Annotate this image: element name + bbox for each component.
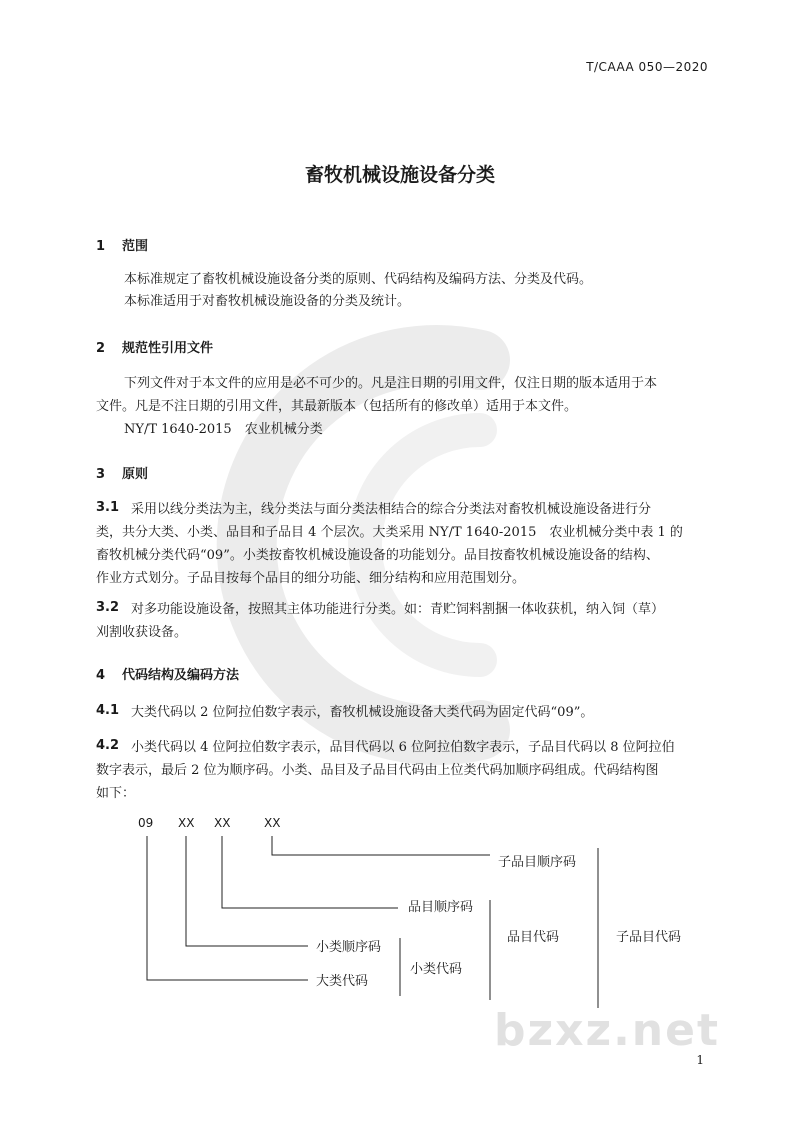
section-2-paragraph-line-1: 下列文件对于本文件的应用是必不可少的。凡是注日期的引用文件，仅注日期的版本适用于本 [124,376,658,391]
section-4-heading: 4 代码结构及编码方法 [96,668,240,683]
clause-4-1-line-1: 大类代码以 2 位阿拉伯数字表示，畜牧机械设施设备大类代码为固定代码“09”。 [131,705,594,720]
section-3-heading: 3 原则 [96,467,149,482]
site-watermark: bzxz.net [493,1005,720,1056]
section-1-paragraph-1: 本标准规定了畜牧机械设施设备分类的原则、代码结构及编码方法、分类及代码。 [124,272,593,287]
label-item-code: 品目代码 [507,930,560,945]
label-subitem-code: 子品目代码 [616,930,682,945]
standard-number: T/CAAA 050—2020 [586,60,708,74]
document-title: 畜牧机械设施设备分类 [304,164,495,186]
clause-4-2-line-3: 如下： [96,786,136,801]
section-2-heading: 2 规范性引用文件 [96,341,214,356]
clause-3-1-line-2: 类，共分大类、小类、品目和子品目 4 个层次。大类采用 NY/T 1640-2015 农业机械分类中表 1 的 [96,525,683,540]
label-subclass-sequence: 小类顺序码 [316,940,382,955]
code-class-digits: 09 [138,816,154,830]
normative-reference: NY/T 1640-2015 农业机械分类 [124,422,323,437]
label-subclass-code: 小类代码 [410,962,463,977]
clause-3-2-line-1: 对多功能设施设备，按照其主体功能进行分类。如：青贮饲料割捆一体收获机，纳入饲（草） [131,602,665,617]
page-number: 1 [696,1053,704,1067]
code-subclass-digits: XX [178,816,195,830]
section-1-heading: 1 范围 [96,239,149,254]
section-2-paragraph-line-2: 文件。凡是不注日期的引用文件，其最新版本（包括所有的修改单）适用于本文件。 [96,399,578,414]
clause-3-2-number: 3.2 [96,600,120,615]
code-subitem-digits: XX [264,816,281,830]
clause-3-1-line-1: 采用以线分类法为主，线分类法与面分类法相结合的综合分类法对畜牧机械设施设备进行分 [131,502,652,517]
clause-4-2-line-2: 数字表示，最后 2 位为顺序码。小类、品目及子品目代码由上位类代码加顺序码组成。代码结构图 [96,763,659,778]
clause-3-2-line-2: 刈割收获设备。 [96,625,188,640]
label-class-code: 大类代码 [316,974,369,989]
clause-3-1-line-3: 畜牧机械分类代码“09”。小类按畜牧机械设施设备的功能划分。品目按畜牧机械设施设备的结构、 [96,548,659,563]
label-item-sequence: 品目顺序码 [408,900,474,915]
clause-3-1-number: 3.1 [96,500,120,515]
clause-4-2-line-1: 小类代码以 4 位阿拉伯数字表示，品目代码以 6 位阿拉伯数字表示，子品目代码以 8 位阿拉伯 [131,740,675,755]
code-item-digits: XX [214,816,231,830]
clause-3-1-line-4: 作业方式划分。子品目按每个品目的细分功能、细分结构和应用范围划分。 [96,571,526,586]
section-1-paragraph-2: 本标准适用于对畜牧机械设施设备的分类及统计。 [124,294,411,309]
label-subitem-sequence: 子品目顺序码 [498,855,577,870]
clause-4-2-number: 4.2 [96,738,120,753]
clause-4-1-number: 4.1 [96,703,120,718]
